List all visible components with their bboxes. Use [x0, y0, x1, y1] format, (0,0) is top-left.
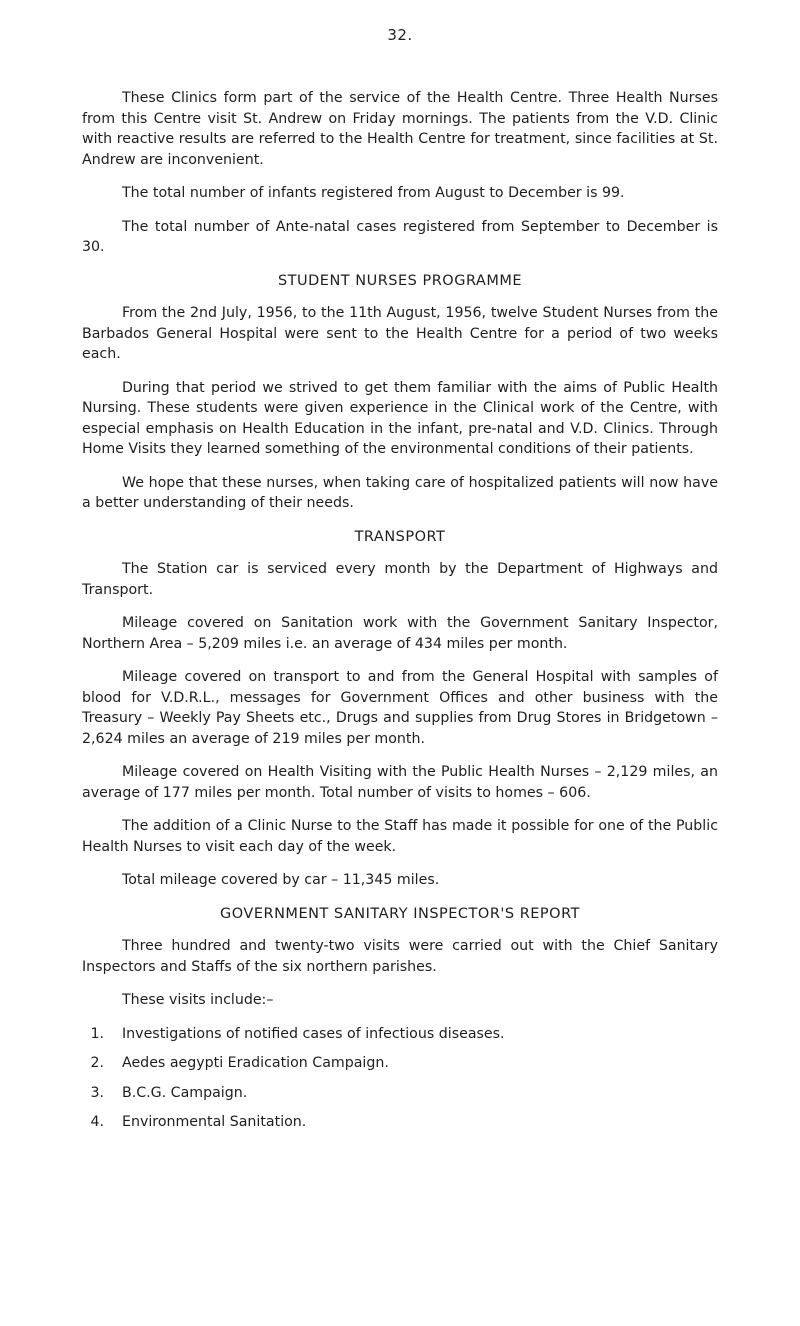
paragraph-station-car: The Station car is serviced every month by the Department of Highways and Transport. — [82, 561, 718, 598]
paragraph-clinics: These Clinics form part of the service of the Health Centre. Three Health Nurses from this Centre visit St. Andrew on Friday mornings. The patients from the V.D. Clinic with reactive results are referred to the Health Centre for treatment, since facilities at St. Andrew are inconvenient. — [82, 90, 718, 168]
paragraph-mileage-sanitation: Mileage covered on Sanitation work with the Government Sanitary Inspector, Northern Area – 5,209 miles i.e. an average of 434 miles per month. — [82, 615, 718, 652]
heading-sanitary-report: GOVERNMENT SANITARY INSPECTOR'S REPORT — [220, 905, 580, 922]
list-item — [82, 1053, 718, 1074]
heading-transport: TRANSPORT — [354, 528, 446, 545]
paragraph-student-nurses-hope: We hope that these nurses, when taking care of hospitalized patients will now have a better understanding of their needs. — [82, 474, 718, 511]
visits-list — [82, 1024, 718, 1133]
paragraph-mileage-health-visiting: Mileage covered on Health Visiting with the Public Health Nurses – 2,129 miles, an average of 177 miles per month. Total number of visits to homes – 606. — [82, 764, 718, 801]
list-item — [82, 1112, 718, 1133]
paragraph-clinic-nurse: The addition of a Clinic Nurse to the Staff has made it possible for one of the Public Health Nurses to visit each day of the week. — [82, 818, 718, 855]
heading-student-nurses: STUDENT NURSES PROGRAMME — [277, 272, 523, 289]
paragraph-sanitary-visits: Three hundred and twenty-two visits were carried out with the Chief Sanitary Inspectors and Staffs of the six northern parishes. — [82, 938, 718, 975]
paragraph-student-nurses-training: During that period we strived to get them familiar with the aims of Public Health Nursing. These students were given experience in the Clinical work of the Centre, with especial emphasis on Health Education in the infant, pre-natal and V.D. Clinics. Through Home Visits they learned something of the environmental conditions of their patients. — [82, 379, 718, 457]
list-item — [82, 1083, 718, 1104]
paragraph-student-nurses-period: From the 2nd July, 1956, to the 11th August, 1956, twelve Student Nurses from the Barbados General Hospital were sent to the Health Centre for a period of two weeks each. — [82, 305, 718, 362]
paragraph-infants-registered: The total number of infants registered from August to December is 99. — [122, 185, 625, 201]
list-item-number: 1. — [90, 1025, 104, 1042]
paragraph-mileage-hospital: Mileage covered on transport to and from the General Hospital with samples of blood for V.D.R.L., messages for Government Offices and other business with the Treasury – Weekly Pay Sheets etc., Drugs and supplies from Drug Stores in Bridgetown – 2,624 miles an average of 219 miles per month. — [82, 669, 718, 747]
paragraph-visits-include: These visits include:– — [122, 992, 274, 1008]
list-item — [82, 1024, 718, 1045]
document-body — [82, 88, 718, 1142]
list-item-text: B.C.G. Campaign. — [122, 1084, 248, 1101]
list-item-number: 4. — [90, 1114, 104, 1130]
page-number: 32. — [387, 26, 413, 44]
paragraph-total-mileage: Total mileage covered by car – 11,345 miles. — [122, 872, 440, 888]
list-item-text: Environmental Sanitation. — [122, 1114, 307, 1130]
list-item-number: 2. — [90, 1055, 104, 1071]
list-item-text: Investigations of notified cases of infectious diseases. — [122, 1025, 505, 1042]
list-item-number: 3. — [90, 1084, 104, 1101]
paragraph-antenatal-registered: The total number of Ante-natal cases registered from September to December is 30. — [82, 218, 718, 255]
list-item-text: Aedes aegypti Eradication Campaign. — [122, 1055, 389, 1071]
